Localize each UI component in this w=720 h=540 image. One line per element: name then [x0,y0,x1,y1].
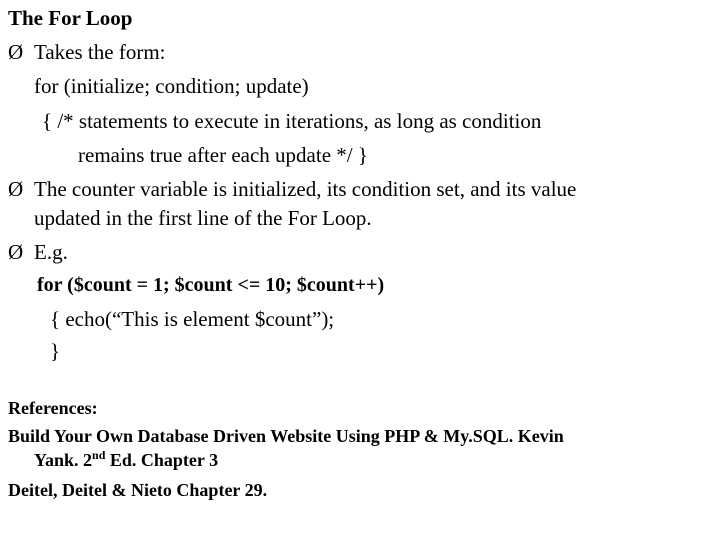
arrow-bullet-icon: Ø [8,177,24,201]
bullet-1 [8,40,166,65]
references-heading: References: [8,398,98,418]
code-line-2: { echo(“This is element $count”); [50,307,335,331]
syntax-line-3: remains true after each update */ } [78,143,368,167]
reference-1-part-a: Yank. 2 [34,450,93,470]
code-line-1: for ($count = 1; $count <= 10; $count++) [37,274,385,296]
reference-1-line-2 [34,450,218,471]
reference-1-part-b: Ed. Chapter 3 [105,450,219,470]
bullet-3-text: E.g. [34,240,68,264]
bullet-2 [8,177,576,202]
reference-1-line-1: Build Your Own Database Driven Website Using PHP & My.SQL. Kevin [8,426,564,446]
bullet-2-line-1: The counter variable is initialized, its condition set, and its value [34,177,577,201]
slide-title: The For Loop [8,6,133,30]
bullet-2-line-2: updated in the first line of the For Loop. [34,206,372,230]
ordinal-suffix: nd [92,448,106,462]
reference-2: Deitel, Deitel & Nieto Chapter 29. [8,480,268,500]
arrow-bullet-icon: Ø [8,40,24,64]
bullet-1-text: Takes the form: [34,40,166,64]
bullet-3 [8,240,68,265]
syntax-line-1: for (initialize; condition; update) [34,74,309,98]
syntax-line-2: { /* statements to execute in iterations, as long as condition [42,109,542,133]
code-line-3: } [50,339,61,363]
arrow-bullet-icon: Ø [8,240,24,264]
